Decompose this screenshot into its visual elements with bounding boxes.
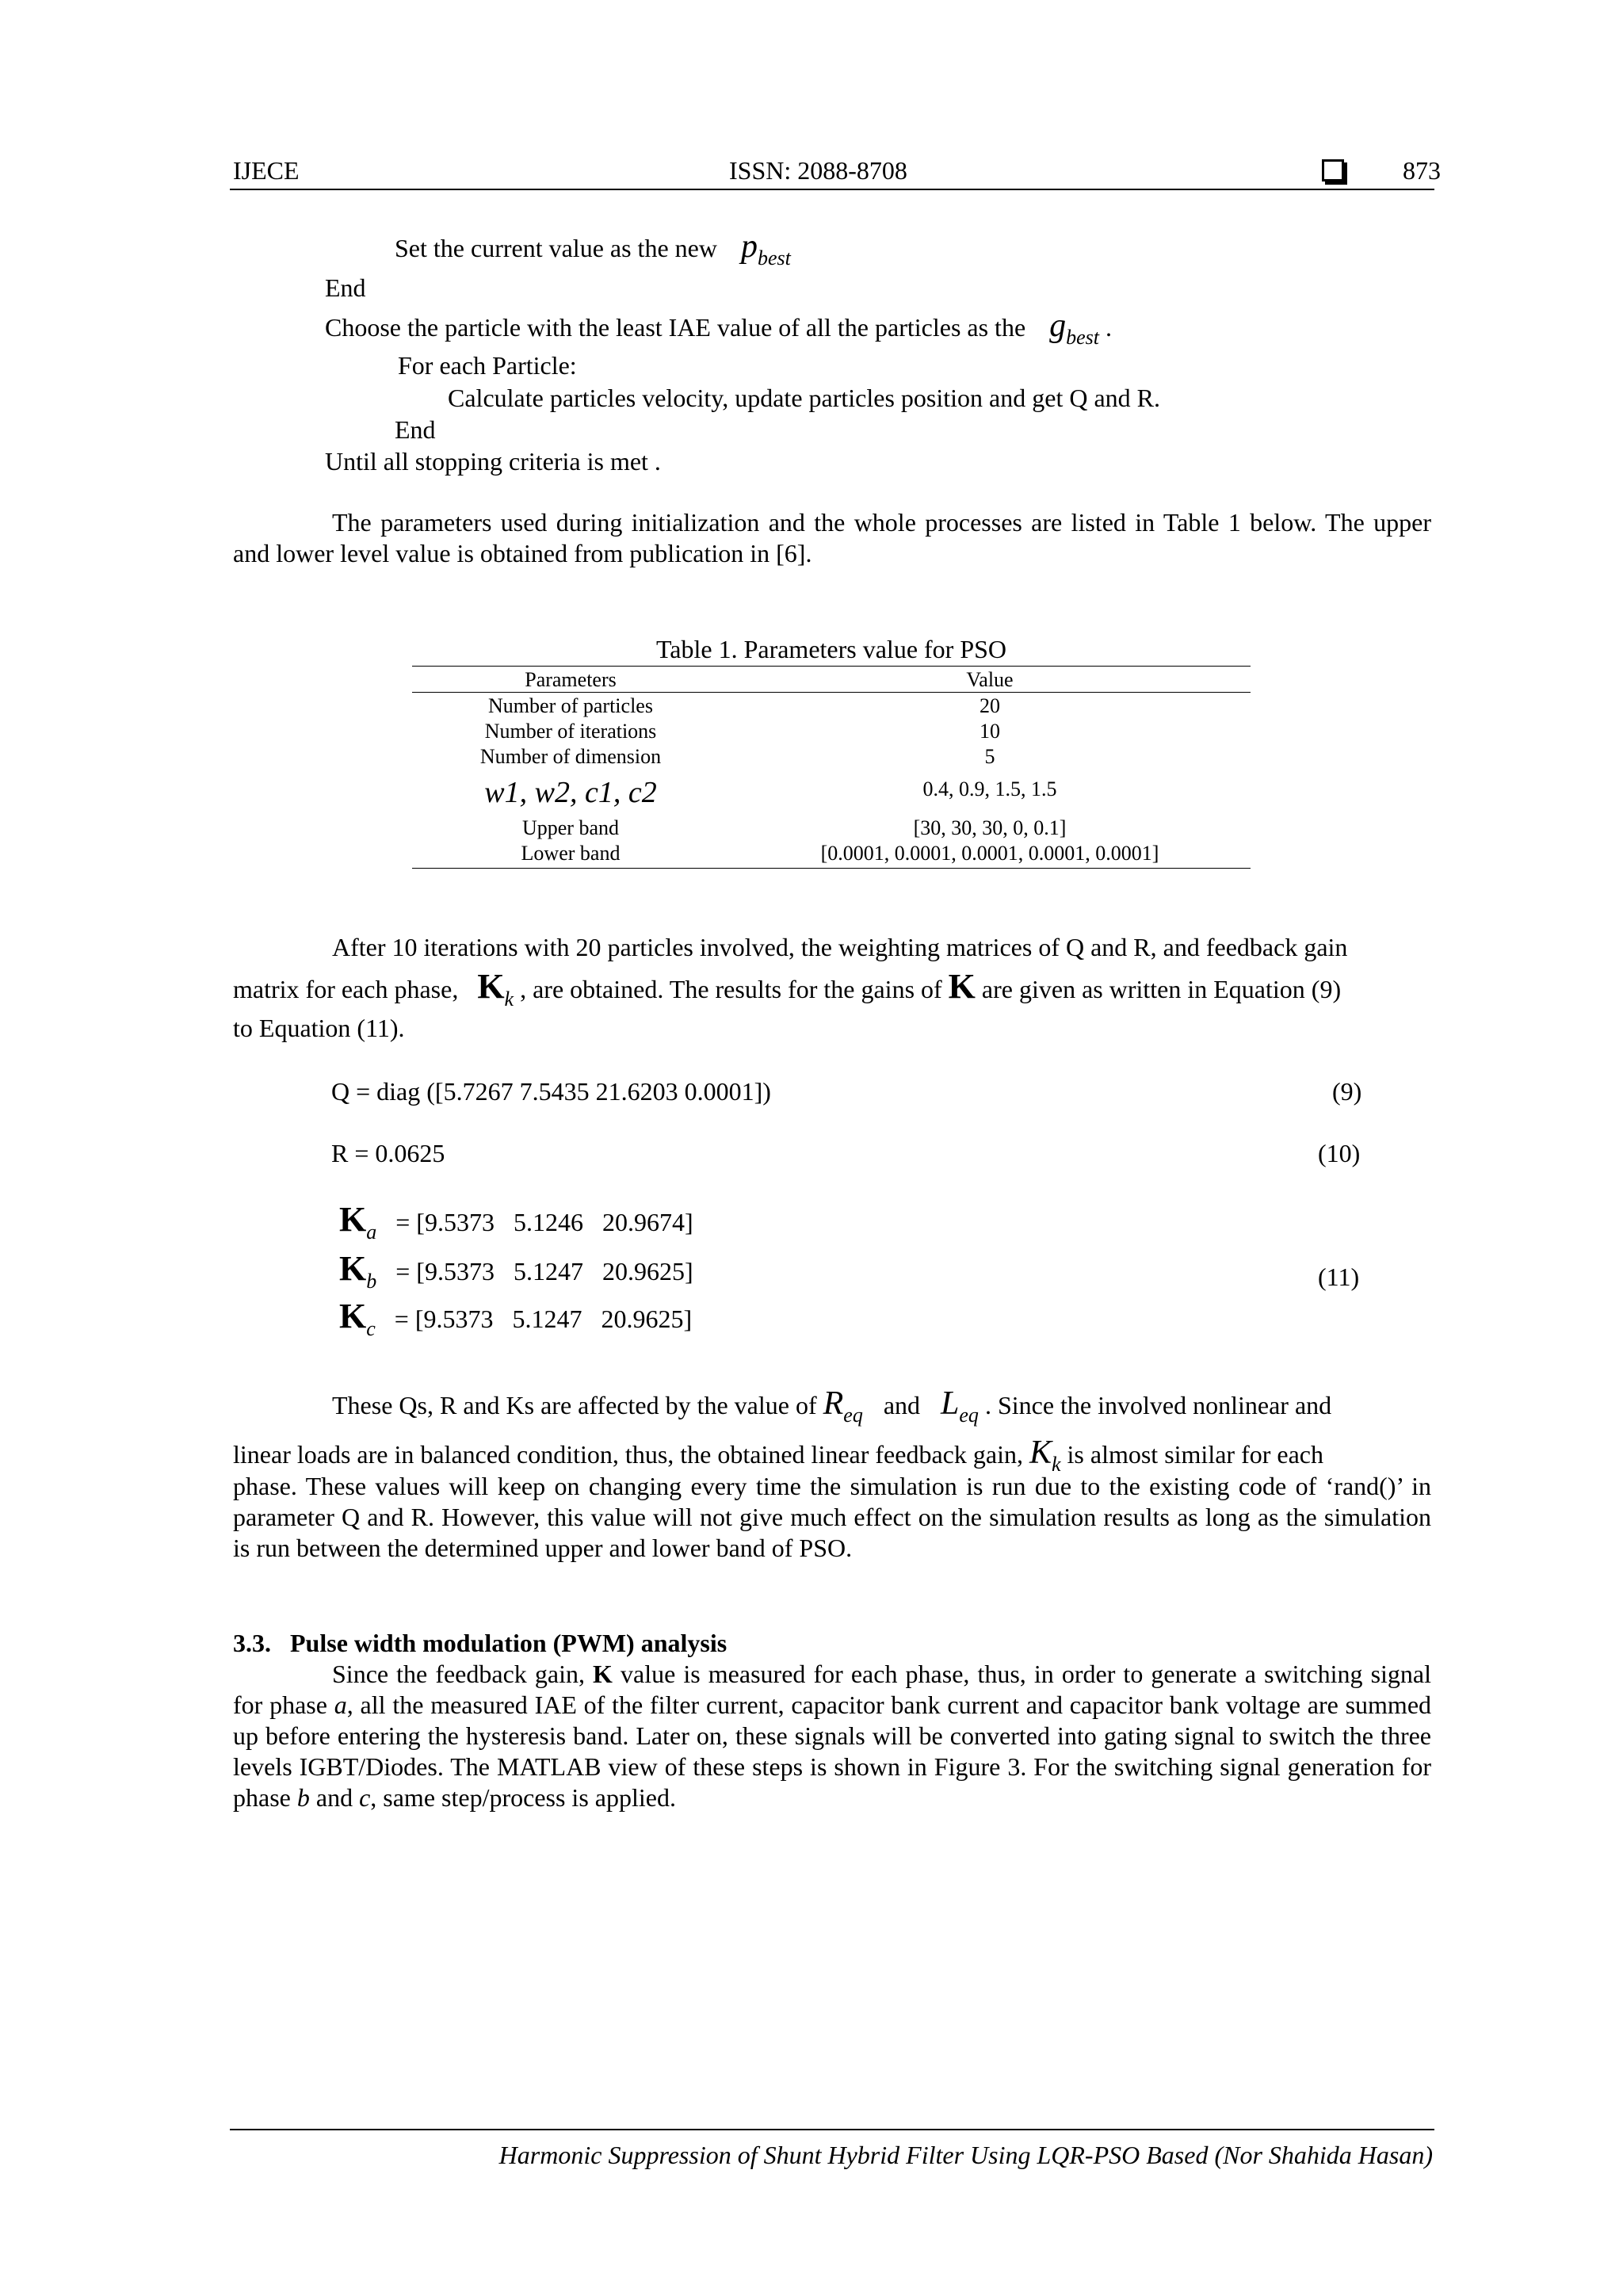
- algo-line-1: [395, 228, 791, 269]
- paragraph-1-text: The parameters used during initialization and the whole processes are listed in Table 1 below. The upper and lower level value is obtained from publication in [6].: [233, 508, 1431, 567]
- paragraph-3-line-2: [233, 1435, 1323, 1476]
- paragraph-3-rest: phase. These values will keep on changing every time the simulation is run due to the existing code of ‘rand()’ in parameter Q and R. However, this value will not give much effect on the simulation results as long as the simulation is run between the determined upper and lower band of PSO.: [233, 1472, 1431, 1562]
- checkbox-icon: [1322, 159, 1344, 181]
- table-cell-weights: [412, 775, 729, 810]
- eq-subscript: eq: [843, 1404, 863, 1427]
- table-cell: 20: [980, 694, 1000, 717]
- table-cell: Lower band: [521, 842, 621, 865]
- equation-10-number: (10): [1318, 1139, 1361, 1167]
- Kc-values: = [9.5373 5.1247 20.9625]: [394, 1305, 693, 1333]
- equation-10: R = 0.0625: [331, 1139, 445, 1167]
- p-symbol: p: [740, 228, 758, 265]
- paragraph-2-line-2: [233, 967, 1431, 1010]
- page-number: 873: [1403, 156, 1441, 185]
- algo-line-6: End: [395, 415, 436, 444]
- p3-text-b: . Since the involved nonlinear and: [984, 1391, 1332, 1419]
- K-symbol: K: [339, 1297, 367, 1335]
- Ka-values: = [9.5373 5.1246 20.9674]: [395, 1208, 693, 1236]
- table-cell: 5: [984, 745, 995, 768]
- table-bottom-rule: [412, 868, 1251, 869]
- sec-phase-b: b: [296, 1783, 310, 1812]
- equation-Kc: [339, 1297, 693, 1340]
- table-cell: Number of particles: [488, 694, 653, 717]
- K-symbol: K: [339, 1200, 367, 1239]
- g-subscript: best: [1066, 326, 1100, 349]
- sec-text-a: Since the feedback gain,: [332, 1660, 585, 1688]
- equation-Kb: [339, 1249, 693, 1293]
- footer-text: Harmonic Suppression of Shunt Hybrid Filter Using LQR-PSO Based (Nor Shahida Hasan): [498, 2141, 1433, 2169]
- table-cell: 0.4, 0.9, 1.5, 1.5: [922, 777, 1057, 800]
- sec-text-c: , all the measured IAE of the filter current, capacitor bank current and capacitor bank voltage are summed up before entering the hysteresis band. Later on, these signals will be converted into gating signal to switch the three levels IGBT/Diodes. The MATLAB view of these steps is shown in Figure 3. For the switching signal generation for phase: [233, 1690, 1432, 1812]
- sec-phase-c: c: [359, 1783, 371, 1812]
- table-header-value: Value: [966, 668, 1014, 691]
- table-caption: Table 1. Parameters value for PSO: [655, 635, 1007, 663]
- K-symbol: K: [339, 1249, 367, 1288]
- algo-line-5: Calculate particles velocity, update particles position and get Q and R.: [448, 384, 1160, 412]
- K-symbol: K: [948, 967, 976, 1006]
- c-subscript: c: [366, 1317, 376, 1340]
- eq-subscript: eq: [959, 1404, 979, 1427]
- Kb-values: = [9.5373 5.1247 20.9625]: [395, 1257, 693, 1286]
- table-header-parameters: Parameters: [525, 668, 617, 691]
- p2-text-b: , are obtained. The results for the gains of: [520, 975, 942, 1003]
- equation-Ka: [339, 1200, 693, 1244]
- header-rule: [230, 189, 1434, 190]
- sec-K: K: [593, 1660, 613, 1688]
- p2-text-c: are given as written in Equation (9): [981, 975, 1342, 1003]
- K-symbol: K: [477, 967, 505, 1006]
- journal-name: IJECE: [233, 156, 300, 185]
- a-subscript: a: [366, 1221, 377, 1244]
- section-paragraph: [233, 1659, 1431, 1813]
- table-cell: [0.0001, 0.0001, 0.0001, 0.0001, 0.0001]: [820, 842, 1159, 865]
- algo-line-3-period: .: [1106, 313, 1113, 342]
- sec-text-b: value is measured for each phase, thus, in order to generate a switching signal for phase: [233, 1660, 1432, 1719]
- equation-9: Q = diag ([5.7267 7.5435 21.6203 0.0001]): [331, 1077, 771, 1106]
- weights-label: w1, w2, c1, c2: [484, 776, 657, 809]
- R-eq-symbol: R: [823, 1385, 844, 1422]
- table-cell: Number of iterations: [484, 720, 657, 743]
- p3-and: and: [883, 1391, 921, 1419]
- K-k-symbol: K: [1029, 1435, 1052, 1471]
- section-heading: 3.3. Pulse width modulation (PWM) analysis: [233, 1629, 727, 1657]
- table-cell: [30, 30, 30, 0, 0.1]: [913, 816, 1067, 839]
- p3-text-a: These Qs, R and Ks are affected by the value of: [332, 1391, 817, 1419]
- table-row: [412, 775, 1251, 810]
- algo-line-3: [325, 308, 1113, 349]
- algo-line-4: For each Particle:: [398, 351, 577, 380]
- L-eq-symbol: L: [941, 1385, 960, 1422]
- paragraph-2-line-3: to Equation (11).: [233, 1014, 405, 1042]
- k-subscript: k: [504, 988, 514, 1010]
- p3-text-c: linear loads are in balanced condition, thus, the obtained linear feedback gain,: [233, 1440, 1023, 1469]
- issn: ISSN: 2088-8708: [729, 156, 907, 185]
- table-cell: Upper band: [521, 816, 619, 839]
- sec-and: and: [315, 1783, 353, 1812]
- algo-line-2: End: [325, 273, 366, 302]
- table-cell: Number of dimension: [479, 745, 662, 768]
- p2-text-a: matrix for each phase,: [233, 975, 459, 1003]
- algo-line-1-text: Set the current value as the new: [395, 234, 717, 262]
- table-header-row: [412, 668, 1251, 692]
- p3-text-d: is almost similar for each: [1067, 1440, 1323, 1469]
- table-top-rule: [412, 666, 1251, 667]
- sec-text-d: , same step/process is applied.: [370, 1783, 676, 1812]
- equation-9-number: (9): [1332, 1077, 1362, 1106]
- b-subscript: b: [366, 1270, 377, 1293]
- table-cell: 10: [980, 720, 1000, 743]
- sec-phase-a: a: [334, 1690, 347, 1719]
- algo-line-7: Until all stopping criteria is met .: [325, 447, 661, 476]
- paragraph-3-line-1: [332, 1385, 1431, 1427]
- algo-line-3-text: Choose the particle with the least IAE value of all the particles as the: [325, 313, 1026, 342]
- g-symbol: g: [1049, 308, 1067, 344]
- paragraph-2-line-1: After 10 iterations with 20 particles involved, the weighting matrices of Q and R, and feedback gain: [332, 933, 1348, 961]
- k-subscript: k: [1051, 1453, 1061, 1476]
- table-header-rule: [412, 692, 1251, 693]
- footer-rule: [230, 2129, 1434, 2130]
- p-subscript: best: [757, 246, 791, 269]
- paragraph-1: [233, 507, 1431, 569]
- equation-11-number: (11): [1318, 1263, 1360, 1291]
